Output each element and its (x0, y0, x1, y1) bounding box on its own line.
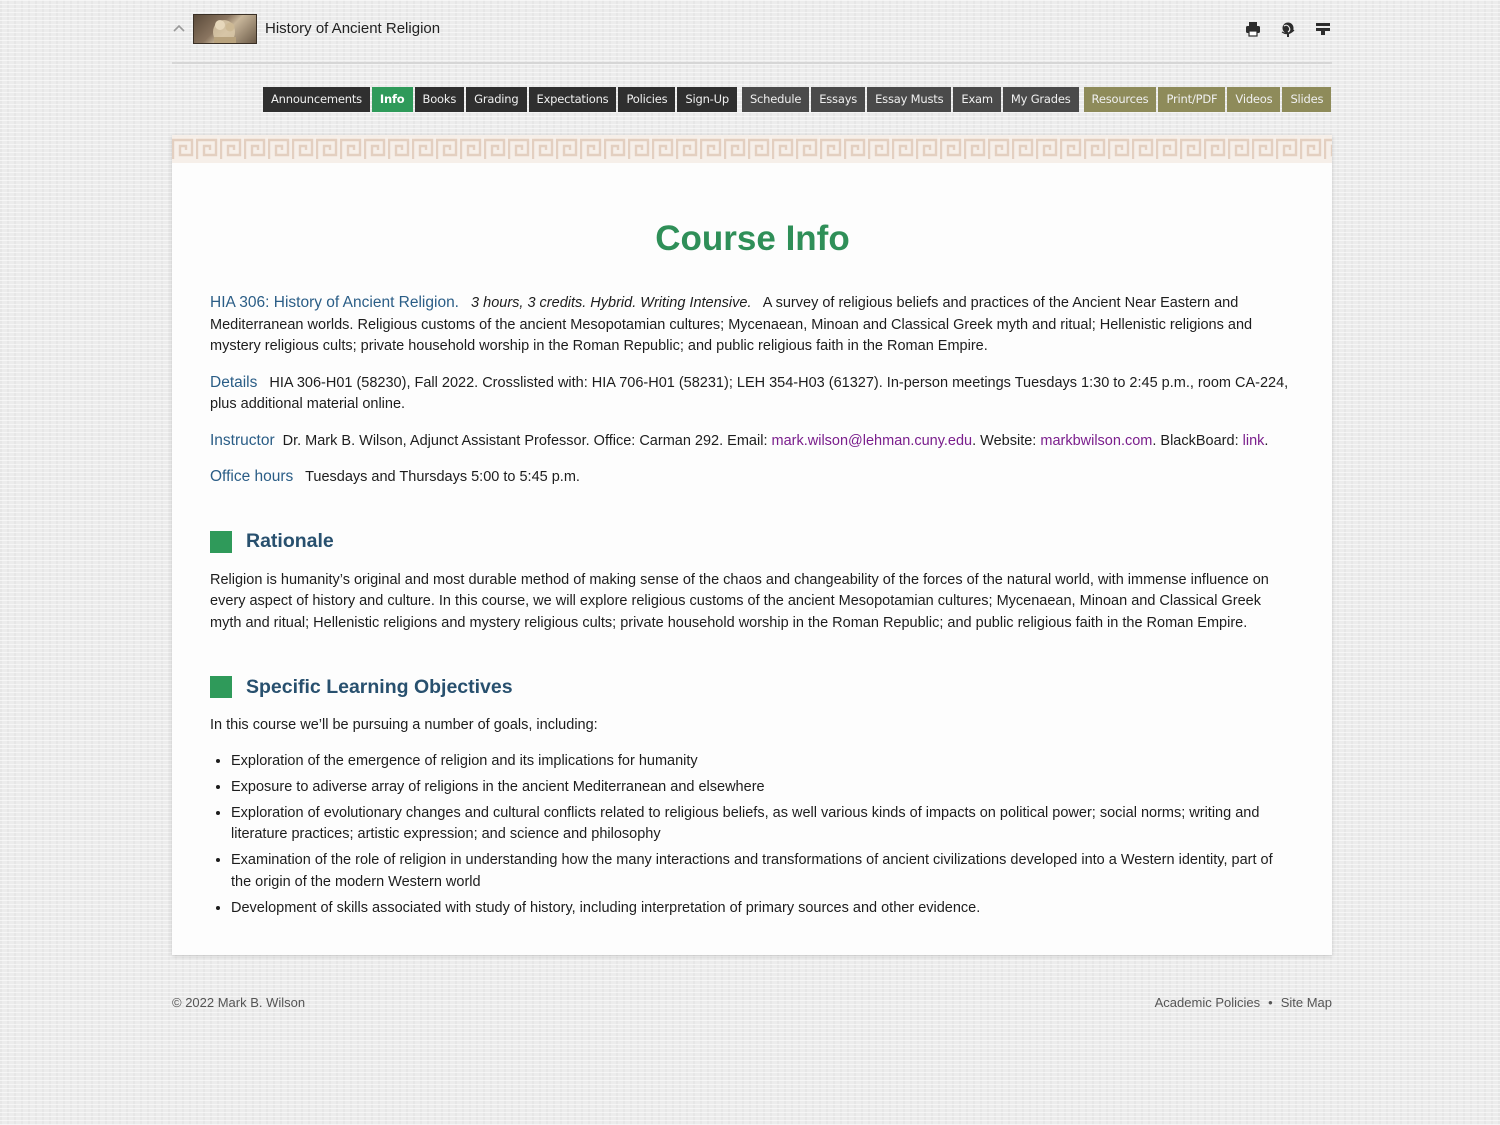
greek-key-border (172, 135, 1332, 163)
header-tools (1244, 20, 1332, 40)
instructor-email-link[interactable]: mark.wilson@lehman.cuny.edu (771, 432, 973, 449)
footer-separator: • (1268, 995, 1273, 1010)
tab-schedule[interactable]: Schedule (742, 87, 809, 112)
instructor-info (210, 430, 1295, 453)
objectives-heading (210, 674, 1295, 700)
list-item: • Development of skills associated with study of history, including interpretation of primary sources and other evidence. (231, 898, 1295, 920)
academic-policies-link[interactable]: Academic Policies (1154, 995, 1261, 1010)
rationale-heading (210, 529, 1295, 555)
details-label: Details (210, 373, 258, 391)
page-title: Course Info (655, 219, 850, 258)
course-intro (210, 292, 1295, 358)
tab-slides[interactable]: Slides (1282, 87, 1331, 112)
site-title[interactable]: History of Ancient Religion (265, 20, 441, 37)
nav-group-materials (1084, 87, 1332, 112)
footer-links (1155, 995, 1332, 1010)
chevron-up-icon[interactable] (172, 21, 186, 35)
menu-icon[interactable] (1314, 20, 1332, 38)
print-icon[interactable] (1244, 20, 1262, 38)
website-prefix: . Website: (972, 432, 1041, 449)
list-item: • Exploration of the emergence of religion and its implications for humanity (231, 751, 1295, 773)
copyright: © 2022 Mark B. Wilson (172, 995, 306, 1010)
instructor-website-link[interactable]: markbwilson.com (1040, 432, 1153, 449)
objectives-intro: In this course we’ll be pursuing a number of goals, including: (210, 717, 598, 733)
main-navigation (263, 87, 1334, 112)
card-content (210, 205, 1295, 924)
list-item: • Exploration of evolutionary changes and cultural conflicts related to religious beliefs, as well various kinds of impacts on political power; social norms; writing and literature practices; artistic expression; and science and philosophy (231, 803, 1295, 846)
rationale-text: Religion is humanity’s original and most durable method of making sense of the chaos and changeability of the forces of the natural world, with immense influence on every aspect of history and culture. In this course, we will explore religious customs of the ancient Mesopotamian cultures; Mycenaean, Minoan and Classical Greek myth and ritual; Hellenistic religions and mystery religious cults; private household worship in the Roman Republic; and public religious faith in the Roman Empire. (210, 571, 1269, 631)
tab-grading[interactable]: Grading (466, 87, 526, 112)
tab-essays[interactable]: Essays (811, 87, 865, 112)
content-card (172, 135, 1332, 955)
site-map-link[interactable]: Site Map (1280, 995, 1332, 1010)
instructor-label: Instructor (210, 431, 275, 449)
office-hours-label: Office hours (210, 468, 294, 485)
course-code-label: HIA 306: History of Ancient Religion. (210, 294, 459, 311)
office-hours-text: Tuesdays and Thursdays 5:00 to 5:45 p.m. (305, 469, 580, 485)
instructor-text: Dr. Mark B. Wilson, Adjunct Assistant Professor. Office: Carman 292. Email: (282, 432, 772, 449)
tab-print-pdf[interactable]: Print/PDF (1158, 87, 1225, 112)
tab-expectations[interactable]: Expectations (529, 87, 617, 112)
tab-info[interactable]: Info (372, 87, 413, 112)
section-marker (210, 531, 232, 553)
blackboard-link[interactable]: link (1242, 432, 1265, 449)
nav-group-course (263, 87, 737, 112)
tab-videos[interactable]: Videos (1227, 87, 1280, 112)
nav-group-work (742, 87, 1079, 112)
tab-exam[interactable]: Exam (953, 87, 1001, 112)
globe-icon[interactable] (1279, 20, 1297, 38)
objectives-title: Specific Learning Objectives (246, 675, 513, 698)
tab-policies[interactable]: Policies (618, 87, 675, 112)
site-header (172, 12, 1332, 48)
details-text: HIA 306-H01 (58230), Fall 2022. Crosslisted with: HIA 706-H01 (58231); LEH 354-H03 (61327). In-person meetings Tuesdays 1:30 to 2:45 p.m., room CA-224, plus additional material online. (210, 374, 1289, 412)
section-marker (210, 676, 232, 698)
course-description: A survey of religious beliefs and practices of the Ancient Near Eastern and Mediterranean worlds. Religious customs of the ancient Mesopotamian cultures; Mycenaean, Minoan and Classical Greek myth and ritual; Hellenistic religions and mystery religious cults; private household worship in the Roman Republic; and public religious faith in the Roman Empire. (210, 295, 1253, 354)
tab-sign-up[interactable]: Sign-Up (677, 87, 737, 112)
tab-resources[interactable]: Resources (1084, 87, 1157, 112)
list-item: • Examination of the role of religion in understanding how the many interactions and transformations of ancient civilizations developed into a Western identity, part of the origin of the modern Western world (231, 850, 1295, 893)
site-logo[interactable] (193, 14, 257, 44)
tab-essay-musts[interactable]: Essay Musts (867, 87, 951, 112)
header-divider (172, 62, 1332, 64)
blackboard-prefix: . BlackBoard: (1152, 432, 1243, 449)
objectives-list (210, 751, 1295, 920)
tab-announcements[interactable]: Announcements (263, 87, 370, 112)
course-credits: 3 hours, 3 credits. Hybrid. Writing Intensive. (471, 295, 752, 311)
course-details (210, 372, 1295, 416)
list-item: • Exposure to adiverse array of religions in the ancient Mediterranean and elsewhere (231, 777, 1295, 799)
rationale-title: Rationale (246, 530, 334, 552)
tab-my-grades[interactable]: My Grades (1003, 87, 1079, 112)
office-hours (210, 466, 1295, 489)
tab-books[interactable]: Books (415, 87, 465, 112)
instructor-end: . (1264, 432, 1269, 449)
